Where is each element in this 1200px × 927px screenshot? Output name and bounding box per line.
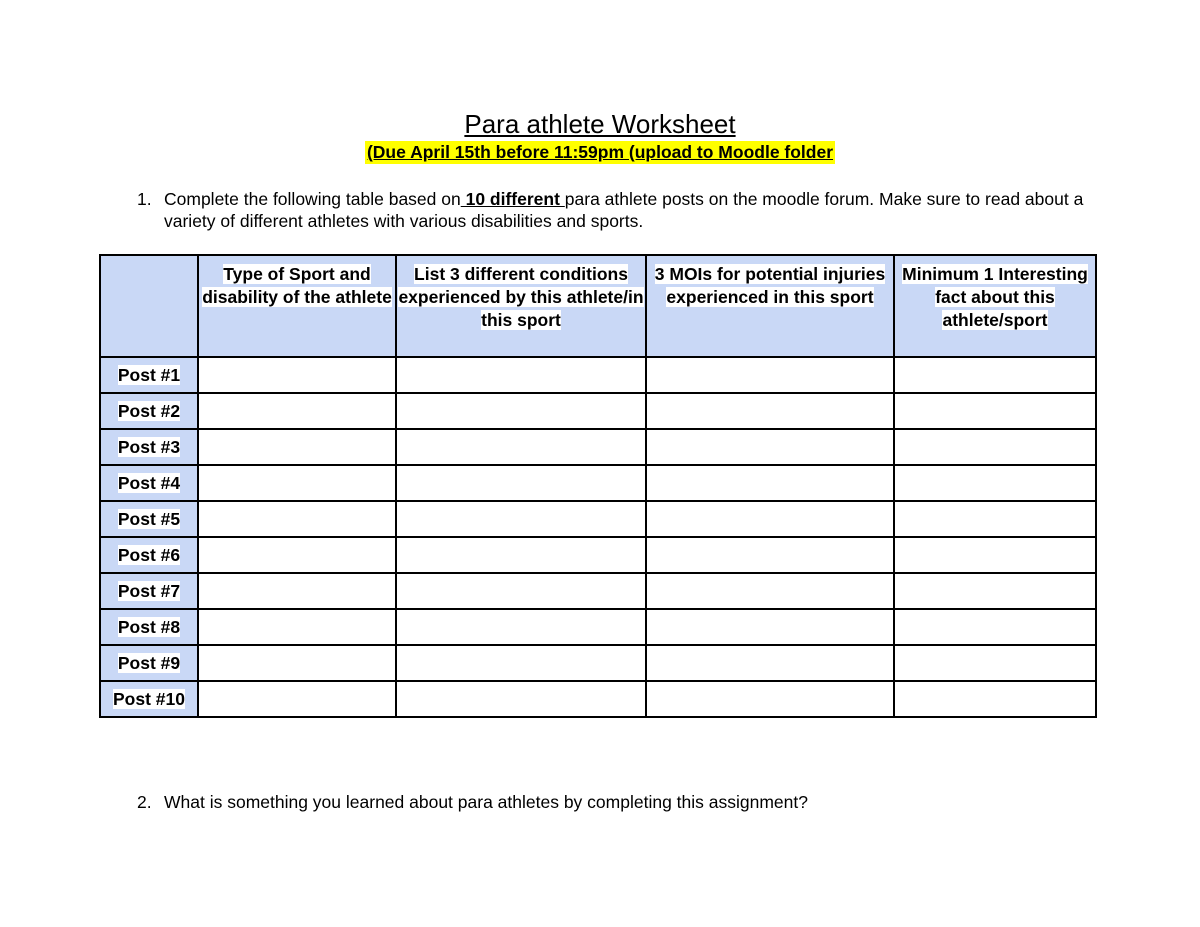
answer-cell[interactable] — [198, 501, 396, 537]
answer-cell[interactable] — [396, 501, 646, 537]
table-row — [100, 465, 1096, 501]
answer-cell[interactable] — [646, 429, 894, 465]
table-row — [100, 429, 1096, 465]
header-sport-disability — [198, 255, 396, 357]
answer-cell[interactable] — [894, 429, 1096, 465]
row-label: Post #2 — [117, 400, 181, 421]
answer-cell[interactable] — [646, 681, 894, 717]
answer-cell[interactable] — [646, 393, 894, 429]
table-header-row — [100, 255, 1096, 357]
header-text: Minimum 1 Interesting fact about this athlete/sport — [902, 264, 1088, 330]
due-date-line — [0, 141, 1200, 164]
row-label: Post #6 — [117, 544, 181, 565]
answer-cell[interactable] — [198, 357, 396, 393]
table-row — [100, 645, 1096, 681]
answer-cell[interactable] — [646, 465, 894, 501]
table-row — [100, 537, 1096, 573]
answer-cell[interactable] — [198, 465, 396, 501]
row-label-cell — [100, 429, 198, 465]
answer-cell[interactable] — [198, 573, 396, 609]
table-row — [100, 393, 1096, 429]
answer-cell[interactable] — [396, 393, 646, 429]
row-label: Post #5 — [117, 508, 181, 529]
header-text: Type of Sport and disability of the athlete — [202, 264, 392, 307]
answer-cell[interactable] — [198, 609, 396, 645]
row-label: Post #1 — [117, 364, 181, 385]
row-label-cell — [100, 645, 198, 681]
question-1-emphasis: 10 different — [460, 189, 565, 209]
answer-cell[interactable] — [396, 465, 646, 501]
page-title: Para athlete Worksheet — [464, 109, 736, 139]
answer-cell[interactable] — [396, 573, 646, 609]
row-label: Post #3 — [117, 436, 181, 457]
answer-cell[interactable] — [198, 537, 396, 573]
row-label: Post #10 — [113, 688, 185, 709]
row-label-cell — [100, 465, 198, 501]
worksheet-table — [99, 254, 1097, 718]
answer-cell[interactable] — [646, 645, 894, 681]
answer-cell[interactable] — [894, 465, 1096, 501]
question-1-text-after: para athlete posts on the moodle forum. Make sure to read about a variety of different athletes with various disabilities and sports. — [164, 189, 1084, 231]
header-mois — [646, 255, 894, 357]
header-corner — [100, 255, 198, 357]
answer-cell[interactable] — [894, 573, 1096, 609]
row-label-cell — [100, 537, 198, 573]
header-text: List 3 different conditions experienced by this athlete/in this sport — [398, 264, 644, 330]
table-row — [100, 609, 1096, 645]
question-2-text: What is something you learned about para athletes by completing this assignment? — [164, 792, 808, 812]
row-label-cell — [100, 357, 198, 393]
answer-cell[interactable] — [198, 393, 396, 429]
row-label: Post #8 — [117, 616, 181, 637]
row-label-cell — [100, 609, 198, 645]
question-2-number: 2. — [137, 792, 152, 812]
answer-cell[interactable] — [396, 429, 646, 465]
answer-cell[interactable] — [894, 681, 1096, 717]
table-row — [100, 357, 1096, 393]
due-date-highlight: (Due April 15th before 11:59pm (upload to Moodle folder — [366, 142, 834, 162]
answer-cell[interactable] — [646, 537, 894, 573]
row-label-cell — [100, 393, 198, 429]
table-row — [100, 681, 1096, 717]
answer-cell[interactable] — [894, 501, 1096, 537]
header-conditions — [396, 255, 646, 357]
row-label: Post #7 — [117, 580, 181, 601]
answer-cell[interactable] — [894, 645, 1096, 681]
answer-cell[interactable] — [396, 537, 646, 573]
answer-cell[interactable] — [646, 573, 894, 609]
answer-cell[interactable] — [894, 609, 1096, 645]
table-row — [100, 573, 1096, 609]
header-text: 3 MOIs for potential injuries experienced in this sport — [654, 264, 886, 307]
answer-cell[interactable] — [198, 645, 396, 681]
row-label: Post #9 — [117, 652, 181, 673]
answer-cell[interactable] — [396, 645, 646, 681]
answer-cell[interactable] — [396, 681, 646, 717]
answer-cell[interactable] — [198, 681, 396, 717]
question-1-text — [164, 188, 1104, 232]
answer-cell[interactable] — [646, 609, 894, 645]
answer-cell[interactable] — [894, 393, 1096, 429]
question-1-number: 1. — [137, 189, 152, 209]
answer-cell[interactable] — [894, 537, 1096, 573]
header-interesting-fact — [894, 255, 1096, 357]
row-label-cell — [100, 501, 198, 537]
question-1-text-before: Complete the following table based on — [164, 189, 461, 209]
answer-cell[interactable] — [198, 429, 396, 465]
answer-cell[interactable] — [646, 501, 894, 537]
table-row — [100, 501, 1096, 537]
answer-cell[interactable] — [396, 357, 646, 393]
row-label-cell — [100, 681, 198, 717]
row-label-cell — [100, 573, 198, 609]
answer-cell[interactable] — [894, 357, 1096, 393]
answer-cell[interactable] — [646, 357, 894, 393]
row-label: Post #4 — [117, 472, 181, 493]
answer-cell[interactable] — [396, 609, 646, 645]
